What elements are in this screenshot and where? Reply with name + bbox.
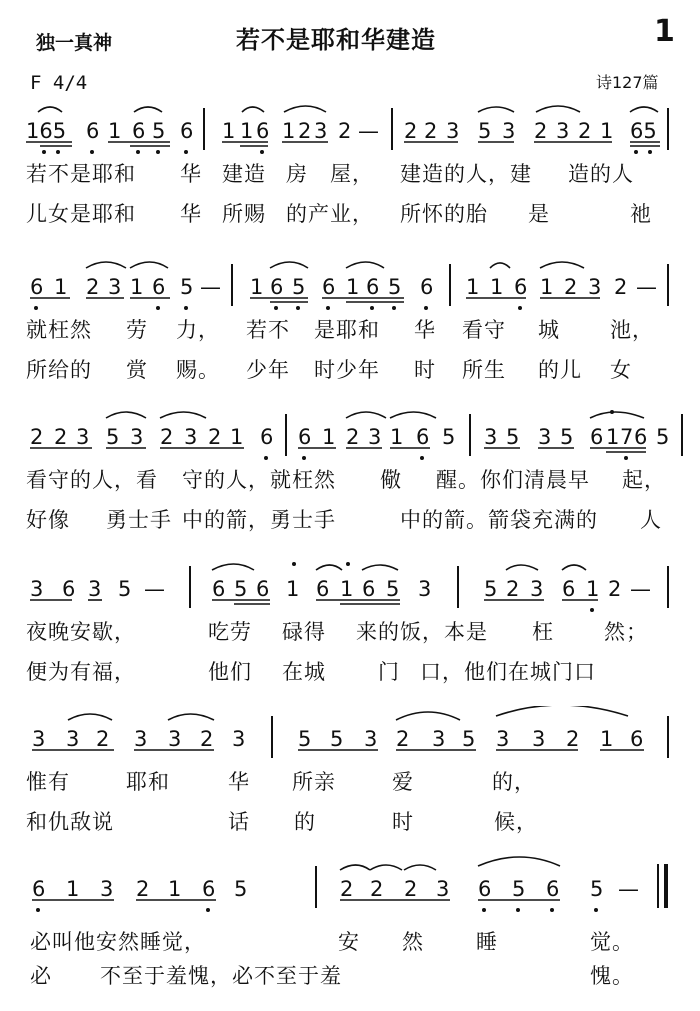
lyric-word: 碌得: [282, 620, 326, 644]
lyric-word: 城: [538, 318, 560, 342]
lyric-word: 屋，: [330, 162, 374, 186]
note: 3: [88, 577, 102, 601]
lyric-word: 华: [180, 162, 202, 186]
lyric-word: 儿女是耶和: [26, 202, 136, 226]
lyric-line-2: [0, 960, 700, 990]
note: 2: [404, 119, 418, 143]
note: 3: [538, 425, 552, 449]
lyric-word: 是: [528, 202, 550, 226]
note: 3: [108, 275, 122, 299]
note: 6: [86, 119, 100, 143]
note: 1: [168, 877, 182, 901]
lyric-word: 劳: [126, 318, 148, 342]
lyric-word: 在城: [282, 660, 326, 684]
note: 6: [270, 275, 284, 299]
note: 3: [496, 727, 510, 751]
note-group: [484, 577, 651, 601]
note: 5: [656, 425, 670, 449]
note: 2: [136, 877, 150, 901]
note: 1: [222, 119, 236, 143]
note: 3: [232, 727, 246, 751]
note: 6: [256, 119, 270, 143]
notation-line: [0, 254, 700, 320]
lyric-word: 所亲: [292, 770, 336, 794]
lyric-word: 的儿: [538, 358, 582, 382]
lyric-word: 的产业，: [286, 202, 374, 226]
lyric-line-2: [0, 198, 700, 228]
lyric-word: 所赐: [222, 202, 266, 226]
lyric-line-1: [0, 314, 700, 344]
note: 2: [86, 275, 100, 299]
note: 3: [130, 425, 144, 449]
note: 2: [608, 577, 622, 601]
note: 6: [562, 577, 576, 601]
note: 2: [424, 119, 438, 143]
note-group: [32, 877, 247, 901]
note: 2: [396, 727, 410, 751]
note: 3: [100, 877, 114, 901]
lyric-word: 然；: [604, 620, 648, 644]
note: 5: [298, 727, 312, 751]
lyric-word: 勇士手: [106, 508, 172, 532]
note: 165: [26, 119, 67, 143]
note: 6: [514, 275, 528, 299]
note: 6: [634, 425, 648, 449]
note: 1: [108, 119, 122, 143]
note: 3: [446, 119, 460, 143]
note: 6: [62, 577, 76, 601]
note: 2: [346, 425, 360, 449]
score-system-5: [0, 706, 700, 856]
slurs: [68, 706, 628, 720]
note: 3: [556, 119, 570, 143]
note: 3: [436, 877, 450, 901]
lyric-word: 夜晚安歇，: [26, 620, 136, 644]
beams: [30, 448, 646, 452]
note: 1: [130, 275, 144, 299]
note: 3: [418, 577, 432, 601]
note: 6: [152, 275, 166, 299]
note: 1: [490, 275, 504, 299]
note-group: [250, 275, 433, 299]
lyric-word: 看守的人，看: [26, 468, 158, 492]
note: —: [144, 577, 165, 601]
lyric-word: 口，他们在城门口: [420, 660, 596, 684]
notation-line: [0, 556, 700, 622]
note: 1: [240, 119, 254, 143]
note: 1: [540, 275, 554, 299]
lyric-word: 力，: [176, 318, 220, 342]
lyric-word: 赏: [126, 358, 148, 382]
lyric-word: 儆: [380, 468, 402, 492]
octave-dots: [34, 306, 522, 310]
note: 3: [76, 425, 90, 449]
note: 2: [54, 425, 68, 449]
lyric-line-2: [0, 806, 700, 836]
beams: [30, 600, 598, 604]
final-barline: [658, 864, 666, 908]
note: 5: [234, 577, 248, 601]
note-group: [30, 577, 165, 601]
note: 3: [432, 727, 446, 751]
note: 6: [322, 275, 336, 299]
note: 6: [478, 877, 492, 901]
note: 5: [512, 877, 526, 901]
note: 2: [404, 877, 418, 901]
lyric-word: 的: [294, 810, 316, 834]
note: 1: [250, 275, 264, 299]
slurs: [38, 106, 658, 112]
lyric-word: 女: [610, 358, 632, 382]
beams: [30, 298, 600, 302]
note-group: [340, 877, 639, 901]
lyric-line-2: [0, 656, 700, 686]
lyric-word: 时少年: [314, 358, 380, 382]
note: 2: [338, 119, 352, 143]
note: 5: [234, 877, 248, 901]
lyric-word: 若不是耶和: [26, 162, 136, 186]
note: 6: [256, 577, 270, 601]
note: 2: [298, 119, 312, 143]
note: 5: [462, 727, 476, 751]
note: 2: [340, 877, 354, 901]
page-number: 1: [654, 14, 675, 49]
key-signature: F 4/4: [30, 72, 88, 94]
note: 6: [132, 119, 146, 143]
note: 1: [322, 425, 336, 449]
lyric-word: 中的箭，勇士手: [182, 508, 336, 532]
note: 5: [330, 727, 344, 751]
lyric-word: 所怀的胎: [400, 202, 488, 226]
lyric-word: 祂: [630, 202, 652, 226]
note-group: [212, 577, 431, 601]
note: 2: [30, 425, 44, 449]
note: 3: [588, 275, 602, 299]
note: 1: [586, 577, 600, 601]
lyric-word: 是耶和: [314, 318, 380, 342]
note: 1: [66, 877, 80, 901]
scripture-reference: 诗127篇: [596, 73, 659, 92]
note: 5: [590, 877, 604, 901]
note: 5: [442, 425, 456, 449]
note: 3: [532, 727, 546, 751]
lyric-word: 就枉然: [26, 318, 92, 342]
lyric-word: 若不: [246, 318, 290, 342]
note: 1: [286, 577, 300, 601]
note: 65: [630, 119, 657, 143]
note: 3: [184, 425, 198, 449]
note: 2: [614, 275, 628, 299]
lyric-word: 愧。: [590, 964, 634, 988]
note: 2: [200, 727, 214, 751]
note: —: [200, 275, 221, 299]
note: 6: [316, 577, 330, 601]
note: 1: [340, 577, 354, 601]
note: 5: [118, 577, 132, 601]
note-group: [298, 727, 643, 751]
note: 6: [30, 275, 44, 299]
note: 6: [630, 727, 644, 751]
note: 6: [420, 275, 434, 299]
lyric-word: 醒。你们清晨早: [436, 468, 590, 492]
note: 5: [106, 425, 120, 449]
note: 6: [362, 577, 376, 601]
notation-line: [0, 706, 700, 772]
lyric-word: 和仇敌说: [26, 810, 114, 834]
note: —: [358, 119, 379, 143]
note: 2: [566, 727, 580, 751]
lyric-word: 觉。: [590, 930, 634, 954]
note: 6: [298, 425, 312, 449]
note-group: [404, 119, 657, 143]
note: 1: [54, 275, 68, 299]
note: 1: [606, 425, 620, 449]
lyric-word: 他们: [208, 660, 252, 684]
note: 6: [590, 425, 604, 449]
note: 1: [466, 275, 480, 299]
note: 5: [152, 119, 166, 143]
note: 1: [600, 727, 614, 751]
lyric-word: 华: [180, 202, 202, 226]
lyric-word: 不至于羞愧，必不至于羞: [100, 964, 342, 988]
slurs: [212, 564, 586, 570]
note-group: [484, 425, 669, 449]
lyric-word: 来的饭，本是: [356, 620, 488, 644]
note: 5: [484, 577, 498, 601]
note: 2: [96, 727, 110, 751]
note: 5: [506, 425, 520, 449]
lyric-word: 好像: [26, 508, 70, 532]
note: 5: [292, 275, 306, 299]
lyric-word: 赐。: [176, 358, 220, 382]
lyric-word: 爱: [392, 770, 414, 794]
note: —: [630, 577, 651, 601]
lyric-word: 房: [286, 162, 308, 186]
lyric-word: 华: [228, 770, 250, 794]
lyric-word: 的，: [492, 770, 536, 794]
score-system-2: [0, 254, 700, 404]
note: 6: [260, 425, 274, 449]
lyric-word: 必叫他安然睡觉，: [30, 930, 206, 954]
note: 1: [390, 425, 404, 449]
score-system-6: [0, 856, 700, 1006]
note: 3: [484, 425, 498, 449]
note: 2: [534, 119, 548, 143]
note: 1: [230, 425, 244, 449]
lyric-line-1: [0, 926, 700, 956]
note: 6: [202, 877, 216, 901]
lyric-word: 守的人，就枉然: [182, 468, 336, 492]
note: 3: [502, 119, 516, 143]
note: 3: [314, 119, 328, 143]
lyric-word: 必: [30, 964, 52, 988]
note-group: [466, 275, 657, 299]
lyric-word: 耶和: [126, 770, 170, 794]
lyric-word: 所生: [462, 358, 506, 382]
note: 3: [168, 727, 182, 751]
score-system-4: [0, 556, 700, 706]
note: 7: [620, 425, 634, 449]
note: 1: [600, 119, 614, 143]
note: 3: [368, 425, 382, 449]
note: 2: [564, 275, 578, 299]
lyric-word: 池，: [610, 318, 654, 342]
lyric-line-2: [0, 504, 700, 534]
lyric-word: 起，: [622, 468, 666, 492]
lyric-word: 睡: [476, 930, 498, 954]
lyric-word: 中的箭。箭袋充满的: [400, 508, 598, 532]
note: 1: [346, 275, 360, 299]
note: —: [636, 275, 657, 299]
note: 5: [478, 119, 492, 143]
note: 3: [66, 727, 80, 751]
octave-dots: [292, 562, 594, 612]
slurs: [86, 262, 584, 268]
notation-line: [0, 404, 700, 470]
song-title: 若不是耶和华建造: [236, 26, 436, 54]
lyric-word: 枉: [532, 620, 554, 644]
hymnal-title: 独一真神: [36, 32, 113, 54]
note: 2: [160, 425, 174, 449]
slurs: [106, 412, 644, 418]
octave-dots: [36, 908, 598, 912]
lyric-word: 时: [392, 810, 414, 834]
note: 2: [370, 877, 384, 901]
lyric-word: 建造的人，建: [400, 162, 532, 186]
lyric-word: 所给的: [26, 358, 92, 382]
note: 6: [212, 577, 226, 601]
lyric-word: 人: [640, 508, 662, 532]
lyric-word: 话: [228, 810, 250, 834]
note-group: [32, 727, 245, 751]
slurs: [340, 857, 560, 870]
note: 3: [32, 727, 46, 751]
notation-line: [0, 856, 700, 922]
note-group: [26, 119, 193, 143]
note-group: [30, 275, 221, 299]
lyric-line-1: [0, 616, 700, 646]
octave-dots: [42, 150, 652, 154]
note: 2: [208, 425, 222, 449]
note: 3: [364, 727, 378, 751]
note: 6: [366, 275, 380, 299]
lyric-word: 安: [338, 930, 360, 954]
note: 5: [180, 275, 194, 299]
note: 1: [282, 119, 296, 143]
notation-line: [0, 98, 700, 164]
note: 2: [578, 119, 592, 143]
lyric-word: 造的人: [568, 162, 634, 186]
note: 3: [30, 577, 44, 601]
note-group: [30, 425, 273, 449]
note-group: [222, 119, 379, 143]
lyric-word: 看守: [462, 318, 506, 342]
note: 5: [560, 425, 574, 449]
lyric-word: 门: [378, 660, 400, 684]
lyric-word: 少年: [246, 358, 290, 382]
note: 6: [416, 425, 430, 449]
score-system-1: [0, 98, 700, 248]
note: 5: [388, 275, 402, 299]
note: 3: [134, 727, 148, 751]
lyric-line-2: [0, 354, 700, 384]
note: 2: [506, 577, 520, 601]
lyric-word: 惟有: [26, 770, 70, 794]
note: 6: [546, 877, 560, 901]
note: 5: [386, 577, 400, 601]
lyric-word: 便为有福，: [26, 660, 136, 684]
lyric-word: 华: [414, 318, 436, 342]
note: 3: [530, 577, 544, 601]
lyric-word: 然: [402, 930, 424, 954]
note-group: [298, 425, 455, 449]
lyric-word: 建造: [222, 162, 266, 186]
note: 6: [180, 119, 194, 143]
lyric-word: 候，: [494, 810, 538, 834]
note: —: [618, 877, 639, 901]
lyric-word: 时: [414, 358, 436, 382]
lyric-line-1: [0, 464, 700, 494]
score-system-3: [0, 404, 700, 554]
lyric-word: 吃劳: [208, 620, 252, 644]
lyric-line-1: [0, 766, 700, 796]
note: 6: [32, 877, 46, 901]
lyric-line-1: [0, 158, 700, 188]
